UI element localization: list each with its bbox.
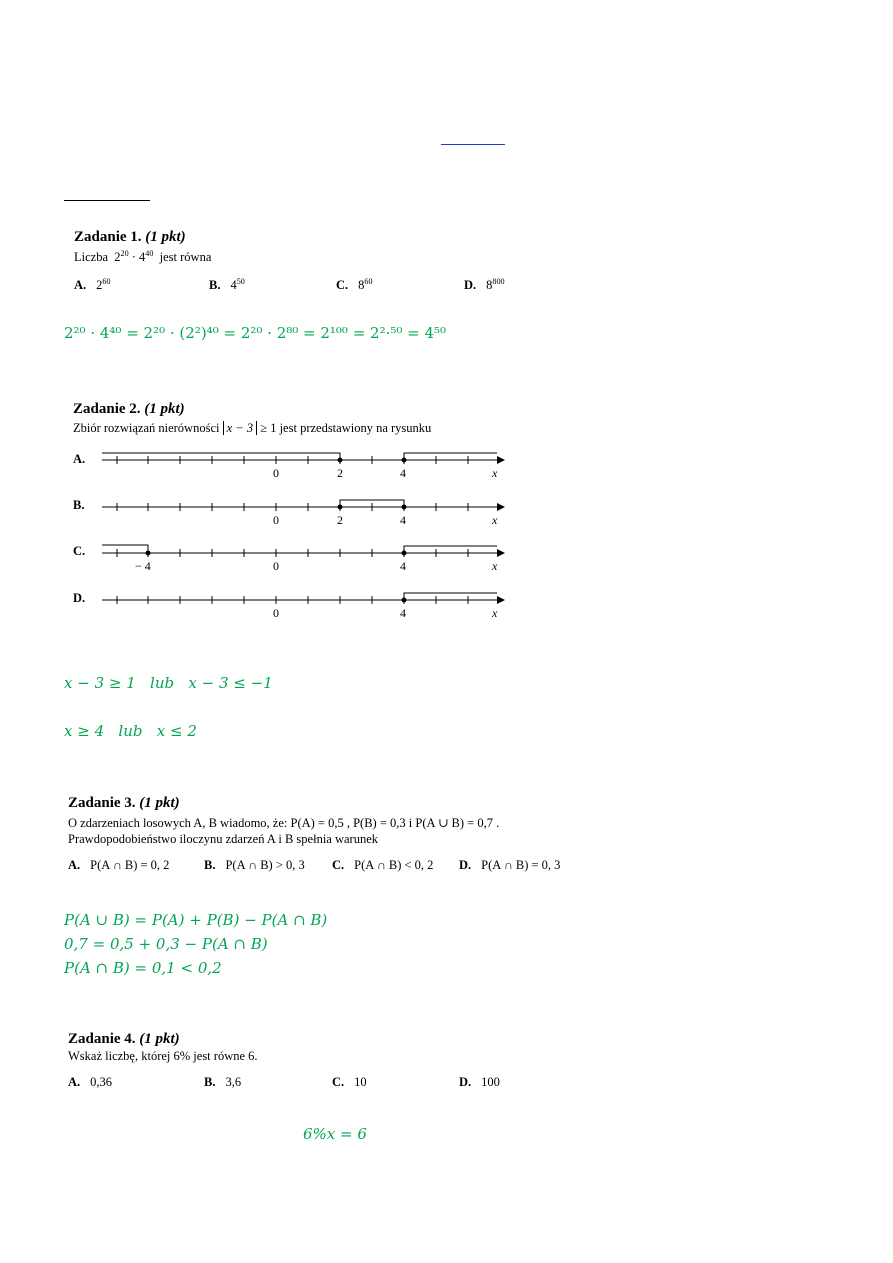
task2-b-label-x: x	[492, 513, 498, 527]
task2-a-label-4: 4	[400, 466, 406, 480]
task3-title: Zadanie 3. (1 pkt)	[68, 795, 180, 811]
task4-option-d[interactable]: D. 100	[459, 1075, 500, 1089]
task1-title: Zadanie 1. (1 pkt)	[74, 229, 186, 245]
task3-solution-line3: P(A ∩ B) = 0,1 < 0,2	[64, 959, 222, 977]
task2-a-label-0: 0	[273, 466, 279, 480]
task2-option-a[interactable]: A.	[73, 452, 86, 466]
task3-option-b[interactable]: B. P(A ∩ B) > 0, 3	[204, 858, 305, 872]
task4-option-b[interactable]: B. 3,6	[204, 1075, 242, 1089]
task1-option-a[interactable]: A. $2^{60}$	[74, 277, 111, 293]
task1-option-d[interactable]: D. $8^{800}$	[464, 277, 505, 293]
task4-question: Wskaż liczbę, której 6% jest równe 6.	[68, 1049, 258, 1063]
task2-question: Zbiór rozwiązań nierówności x − 3 ≥ 1 jest przedstawiony na rysunku	[73, 421, 432, 435]
task2-b-label-2: 2	[337, 513, 343, 527]
task1-question: Liczba $2^{20} \cdot 4^{40}$ jest równa	[74, 249, 212, 265]
task3-option-d[interactable]: D. P(A ∩ B) = 0, 3	[459, 858, 561, 872]
task2-solution-line2: x ≥ 4 lub x ≤ 2	[64, 722, 197, 740]
task2-option-c[interactable]: C.	[73, 544, 86, 558]
task4-solution: 6%x = 6	[303, 1125, 367, 1143]
task2-b-label-0: 0	[273, 513, 279, 527]
task3-question-line2: Prawdopodobieństwo iloczynu zdarzeń A i B spełnia warunek	[68, 832, 378, 846]
task2-option-b[interactable]: B.	[73, 498, 85, 512]
task2-solution-line1: x − 3 ≥ 1 lub x − 3 ≤ −1	[64, 674, 273, 692]
task4-option-a[interactable]: A. 0,36	[68, 1075, 113, 1089]
task3-option-a[interactable]: A. P(A ∩ B) = 0, 2	[68, 858, 170, 872]
task2-d-label-x: x	[492, 606, 498, 620]
task2-c-label-4: 4	[400, 559, 406, 573]
task2-d-label-0: 0	[273, 606, 279, 620]
task2-a-label-2: 2	[337, 466, 343, 480]
task3-option-c[interactable]: C. P(A ∩ B) < 0, 2	[332, 858, 434, 872]
task2-d-label-4: 4	[400, 606, 406, 620]
task1-option-c[interactable]: C. $8^{60}$	[336, 277, 373, 293]
task2-title: Zadanie 2. (1 pkt)	[73, 401, 185, 417]
task2-c-label-0: 0	[273, 559, 279, 573]
task2-b-label-4: 4	[400, 513, 406, 527]
task3-solution-line1: P(A ∪ B) = P(A) + P(B) − P(A ∩ B)	[64, 911, 328, 929]
task1-option-b[interactable]: B. $4^{50}$	[209, 277, 245, 293]
task4-option-c[interactable]: C. 10	[332, 1075, 367, 1089]
task2-c-label-x: x	[492, 559, 498, 573]
task4-title: Zadanie 4. (1 pkt)	[68, 1031, 180, 1047]
task3-solution-line2: 0,7 = 0,5 + 0,3 − P(A ∩ B)	[64, 935, 268, 953]
task1-solution: 2²⁰ · 4⁴⁰ = 2²⁰ · (2²)⁴⁰ = 2²⁰ · 2⁸⁰ = 2¹⁰⁰ = 2²·⁵⁰ = 4⁵⁰	[64, 324, 447, 342]
task2-a-label-x: x	[492, 466, 498, 480]
task2-c-label-neg4: − 4	[135, 559, 151, 573]
task2-option-d[interactable]: D.	[73, 591, 86, 605]
task3-question-line1: O zdarzeniach losowych A, B wiadomo, że: P(A) = 0,5 , P(B) = 0,3 i P(A ∪ B) = 0,7 .	[68, 816, 500, 830]
